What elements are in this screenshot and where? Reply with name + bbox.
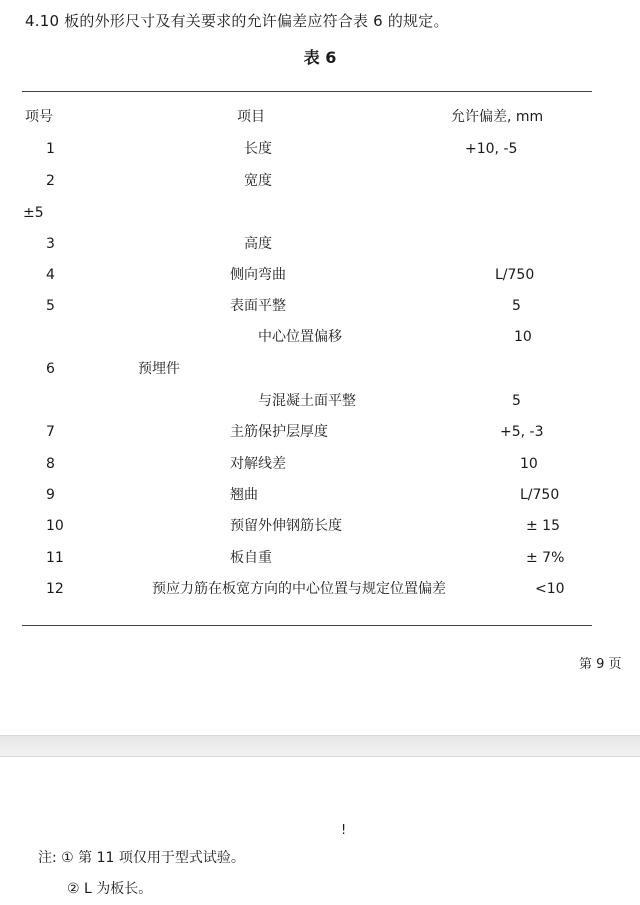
row-item: 预留外伸钢筋长度 bbox=[230, 518, 342, 534]
row-tolerance: ± 7% bbox=[526, 550, 565, 566]
row-item: 对解线差 bbox=[230, 456, 286, 472]
row-number: 10 bbox=[46, 518, 64, 534]
row-number: 8 bbox=[46, 456, 55, 472]
row-item: 主筋保护层厚度 bbox=[230, 424, 328, 440]
row-item: 侧向弯曲 bbox=[230, 267, 286, 283]
column-header-item: 项目 bbox=[237, 109, 265, 125]
row-number: 9 bbox=[46, 487, 55, 503]
note-line-1: 注: ① 第 11 项仅用于型式试验。 bbox=[38, 850, 245, 866]
page-mark: ! bbox=[341, 823, 347, 838]
row-tolerance: +10, -5 bbox=[465, 141, 518, 157]
row-item: 翘曲 bbox=[230, 487, 258, 503]
page-separator bbox=[0, 735, 640, 757]
table-bottom-rule bbox=[22, 625, 592, 626]
row-tolerance: 5 bbox=[512, 393, 521, 409]
row-item: 表面平整 bbox=[230, 298, 286, 314]
row-item: 板自重 bbox=[230, 550, 272, 566]
column-header-no: 项号 bbox=[25, 109, 53, 125]
row-item: 宽度 bbox=[244, 173, 272, 189]
row-number: 5 bbox=[46, 298, 55, 314]
row-number: 4 bbox=[46, 267, 55, 283]
row-number: 11 bbox=[46, 550, 64, 566]
row-tolerance: L/750 bbox=[495, 267, 535, 283]
row-tolerance: 10 bbox=[520, 456, 538, 472]
table-top-rule bbox=[22, 91, 592, 92]
row-tolerance: 5 bbox=[512, 298, 521, 314]
row-number: 12 bbox=[46, 581, 64, 597]
row-tolerance: 10 bbox=[514, 329, 532, 345]
row-item: 长度 bbox=[244, 141, 272, 157]
row-tolerance: ±5 bbox=[23, 205, 44, 221]
row-subitem: 中心位置偏移 bbox=[258, 329, 342, 345]
row-number: 1 bbox=[46, 141, 55, 157]
table-title: 表 6 bbox=[303, 48, 337, 67]
row-tolerance: <10 bbox=[535, 581, 565, 597]
row-item: 高度 bbox=[244, 236, 272, 252]
page-number: 第 9 页 bbox=[579, 657, 622, 672]
row-item: 预应力筋在板宽方向的中心位置与规定位置偏差 bbox=[152, 581, 446, 597]
section-heading: 4.10 板的外形尺寸及有关要求的允许偏差应符合表 6 的规定。 bbox=[25, 12, 449, 30]
row-group-item: 预埋件 bbox=[138, 361, 180, 377]
row-subitem: 与混凝土面平整 bbox=[258, 393, 356, 409]
row-number: 2 bbox=[46, 173, 55, 189]
row-tolerance: +5, -3 bbox=[500, 424, 544, 440]
note-line-2: ② L 为板长。 bbox=[67, 881, 153, 897]
row-tolerance: ± 15 bbox=[526, 518, 560, 534]
column-header-tolerance: 允许偏差, mm bbox=[451, 109, 544, 125]
row-tolerance: L/750 bbox=[520, 487, 560, 503]
row-number: 6 bbox=[46, 361, 55, 377]
next-page bbox=[0, 757, 640, 905]
row-number: 7 bbox=[46, 424, 55, 440]
row-number: 3 bbox=[46, 236, 55, 252]
